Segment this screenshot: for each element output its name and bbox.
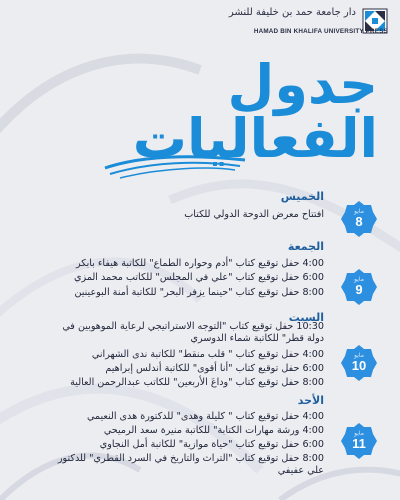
event-item: 8:00 حفل توقيع كتاب "التراث والتاريخ في السرد القطري" للدكتور علي عفيفي	[57, 453, 324, 476]
date-badge	[340, 268, 378, 306]
date-badge	[340, 344, 378, 382]
event-item: 4:00 ورشة مهارات الكتابة" للكاتبة منيرة سعد الرميحي	[103, 425, 324, 436]
publisher-logo	[168, 6, 388, 40]
badge-month: مايو	[354, 208, 364, 215]
badge-month: مايو	[354, 430, 364, 437]
badge-day-number: 9	[355, 282, 363, 297]
event-item: 10:30 حفل توقيع كتاب "التوجه الاستراتيجي لرعاية الموهوبين في دولة قطر" للكاتبة شماء الدوسري	[62, 321, 324, 344]
date-badge	[340, 200, 378, 238]
badge-month: مايو	[354, 276, 364, 283]
badge-day-number: 11	[352, 436, 366, 451]
publisher-name-english: HAMAD BIN KHALIFA UNIVERSITY PRESS	[253, 28, 388, 35]
day-name: الجمعة	[287, 240, 324, 253]
event-item: 4:00 حفل توقيع كتاب "أدم وحواره الطماع" للكاتبة هيفاء بابكر	[76, 258, 324, 269]
badge-day-number: 8	[355, 214, 363, 229]
page-title-line-1: جدول	[227, 53, 378, 116]
event-item: 6:00 حفل توقيع كتاب "حياة موازية" للكاتبة أمل النجاوي	[99, 439, 324, 450]
title-underline-swoosh-icon	[100, 150, 250, 180]
publisher-name-arabic: دار جامعة حمد بن خليفة للنشر	[228, 7, 356, 18]
day-name: السبت	[288, 311, 324, 324]
badge-month: مايو	[354, 352, 364, 359]
event-item: 6:00 حفل توقيع كتاب "أنا أقوى" للكاتبة أندلس إبراهيم	[105, 363, 324, 374]
event-item: 4:00 حفل توقيع كتاب " كليلة وهدى" للدكتورة هدى النعيمي	[86, 411, 324, 422]
event-item: افتتاح معرض الدوحة الدولي للكتاب	[184, 209, 324, 220]
badge-day-number: 10	[351, 358, 367, 373]
event-item: 8:00 حفل توقيع كتاب "حينما يزفر البحر" للكاتبة أمنة البوعينين	[74, 287, 324, 298]
day-name: الخميس	[280, 190, 324, 203]
event-item: 6:00 حفل توقيع كتاب "علي في المجلس" للكاتب محمد المزي	[74, 272, 324, 283]
date-badge	[340, 422, 378, 460]
event-item: 8:00 حفل توقيع كتاب "وداعَ الأربعين" للكاتب عبدالرحمن العالية	[70, 377, 324, 388]
day-name: الأحد	[297, 394, 324, 407]
page-title-line-2: الفعاليات	[132, 107, 378, 170]
event-item: 4:00 حفل توقيع كتاب " قلب منقط" للكاتبة ندى الشهراني	[91, 349, 324, 360]
